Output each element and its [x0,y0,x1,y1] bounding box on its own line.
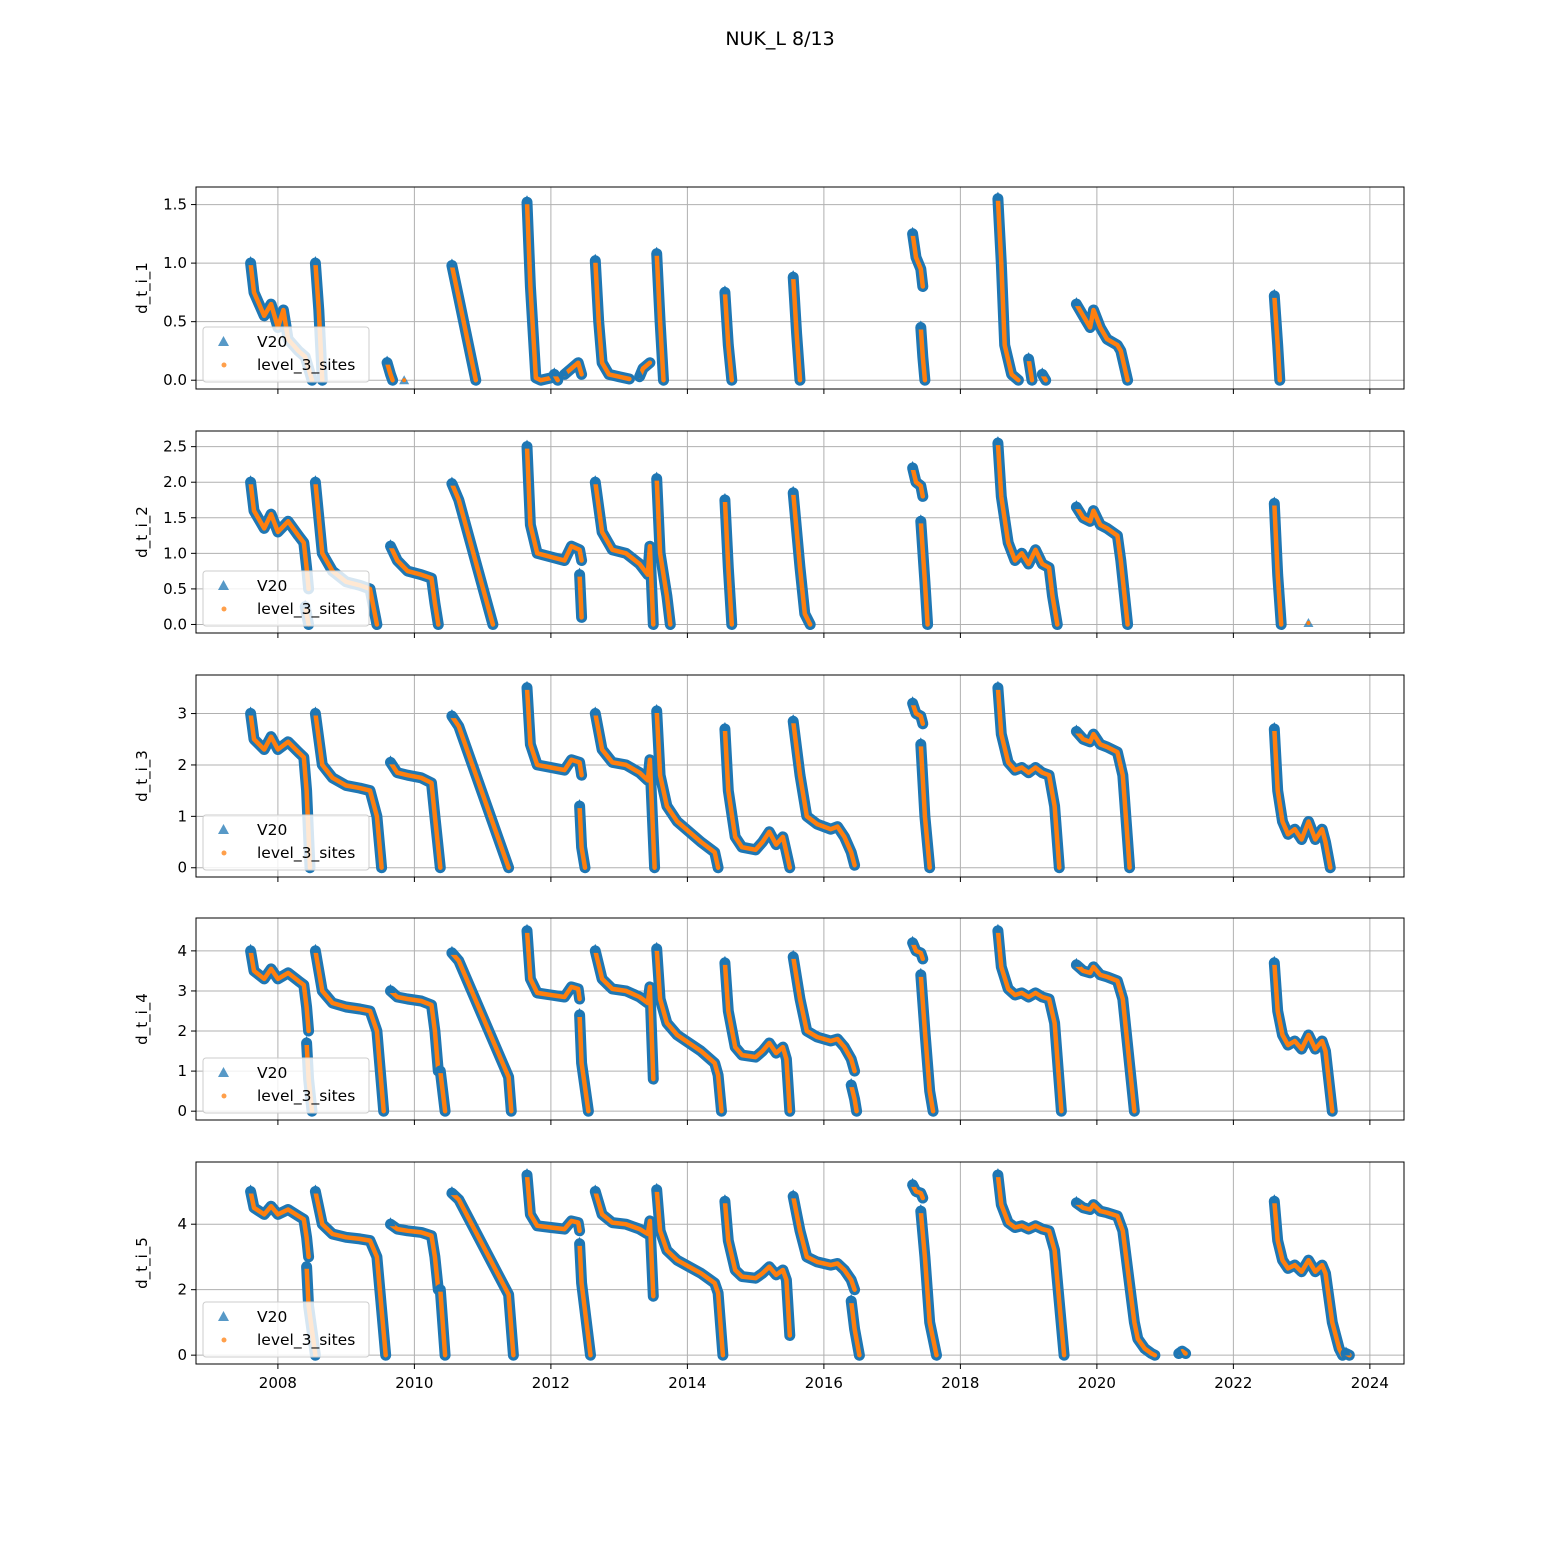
legend-v20-label: V20 [257,821,288,839]
y-tick-label: 2.0 [163,473,187,492]
legend-level-3-sites-marker [222,851,227,856]
y-tick-label: 0 [177,1102,187,1121]
legend-level-3-sites-marker [222,607,227,612]
legend [203,1302,369,1357]
level-3-sites-series-segment [452,1193,514,1355]
y-axis-label: d_t_i_4 [133,993,151,1045]
x-tick-label: 2020 [1077,1374,1116,1392]
legend-level-3-sites-label: level_3_sites [257,1087,356,1105]
x-tick-label: 2022 [1214,1374,1253,1392]
v20-series-segment [1076,732,1129,868]
v20-series-segment [452,953,511,1111]
y-tick-label: 1.5 [163,508,187,527]
y-tick-label: 2.5 [163,437,187,456]
level-3-sites-series-segment [725,963,790,1111]
legend-level-3-sites-marker [222,1094,227,1099]
level-3-sites-series-segment [998,931,1062,1111]
legend-level-3-sites-marker [222,1338,227,1343]
y-tick-label: 2 [177,755,187,774]
v20-series-segment [1274,729,1330,868]
legend-v20-label: V20 [257,333,288,351]
legend-level-3-sites-label: level_3_sites [257,844,356,862]
level-3-sites-series-segment [452,484,493,625]
y-tick-label: 2 [177,1022,187,1041]
legend-v20-label: V20 [257,1064,288,1082]
figure-title: NUK_L 8/13 [725,28,835,50]
x-tick-label: 2024 [1350,1374,1389,1392]
level-3-sites-marker [1306,621,1310,625]
level-3-sites-series-segment [1076,965,1134,1111]
legend [203,1058,369,1113]
y-axis-label: d_t_i_1 [133,262,151,314]
x-tick-label: 2010 [395,1374,434,1392]
y-tick-label: 3 [177,981,187,1000]
y-tick-label: 3 [177,704,187,723]
subplot-2 [133,431,1404,638]
y-tick-label: 0.0 [163,615,187,634]
y-tick-label: 0.0 [163,371,187,390]
y-axis-label: d_t_i_5 [133,1237,151,1289]
y-tick-label: 1 [177,807,187,826]
level-3-sites-series-segment [580,575,582,618]
series-group [246,1168,1351,1355]
level-3-sites-series-segment [998,1175,1064,1355]
y-tick-label: 1 [177,1062,187,1081]
legend [203,571,369,626]
legend-level-3-sites-marker [222,363,227,368]
level-3-sites-series-segment [452,266,476,381]
legend-level-3-sites-label: level_3_sites [257,600,356,618]
y-tick-label: 1.0 [163,544,187,563]
legend-v20-label: V20 [257,577,288,595]
y-tick-label: 1.0 [163,254,187,273]
v20-series-segment [452,1193,514,1355]
v20-series-segment [657,949,722,1111]
subplot-5 [133,1162,1404,1392]
y-tick-label: 0.5 [163,579,187,598]
level-3-sites-marker [402,378,406,382]
series-group [246,436,1314,627]
y-tick-label: 2 [177,1280,187,1299]
v20-series-segment [657,1190,723,1355]
y-tick-label: 1.5 [163,195,187,214]
subplot-1 [133,187,1404,394]
subplots [133,187,1404,1392]
v20-series-segment [595,951,653,1079]
y-tick-label: 4 [177,941,187,960]
y-tick-label: 0 [177,1346,187,1365]
level-3-sites-series-segment [1076,507,1127,624]
v20-series-segment [1076,1203,1155,1355]
legend [203,815,369,870]
y-axis-label: d_t_i_2 [133,506,151,558]
v20-series-segment [595,714,654,868]
v20-series-segment [595,1192,653,1297]
legend-level-3-sites-label: level_3_sites [257,1331,356,1349]
y-tick-label: 4 [177,1215,187,1234]
y-axis-label: d_t_i_3 [133,750,151,802]
series-group [246,681,1331,868]
x-tick-label: 2012 [531,1374,570,1392]
x-tick-label: 2016 [804,1374,843,1392]
x-tick-label: 2018 [941,1374,980,1392]
legend [203,327,369,382]
series-group [246,192,1280,385]
subplot-3 [133,675,1404,882]
x-tick-label: 2014 [668,1374,707,1392]
legend-level-3-sites-label: level_3_sites [257,356,356,374]
level-3-sites-series-segment [527,688,582,775]
y-tick-label: 0 [177,858,187,877]
x-tick-label: 2008 [258,1374,297,1392]
legend-v20-label: V20 [257,1308,288,1326]
subplot-4 [133,918,1404,1125]
y-tick-label: 0.5 [163,312,187,331]
series-group [246,924,1333,1111]
